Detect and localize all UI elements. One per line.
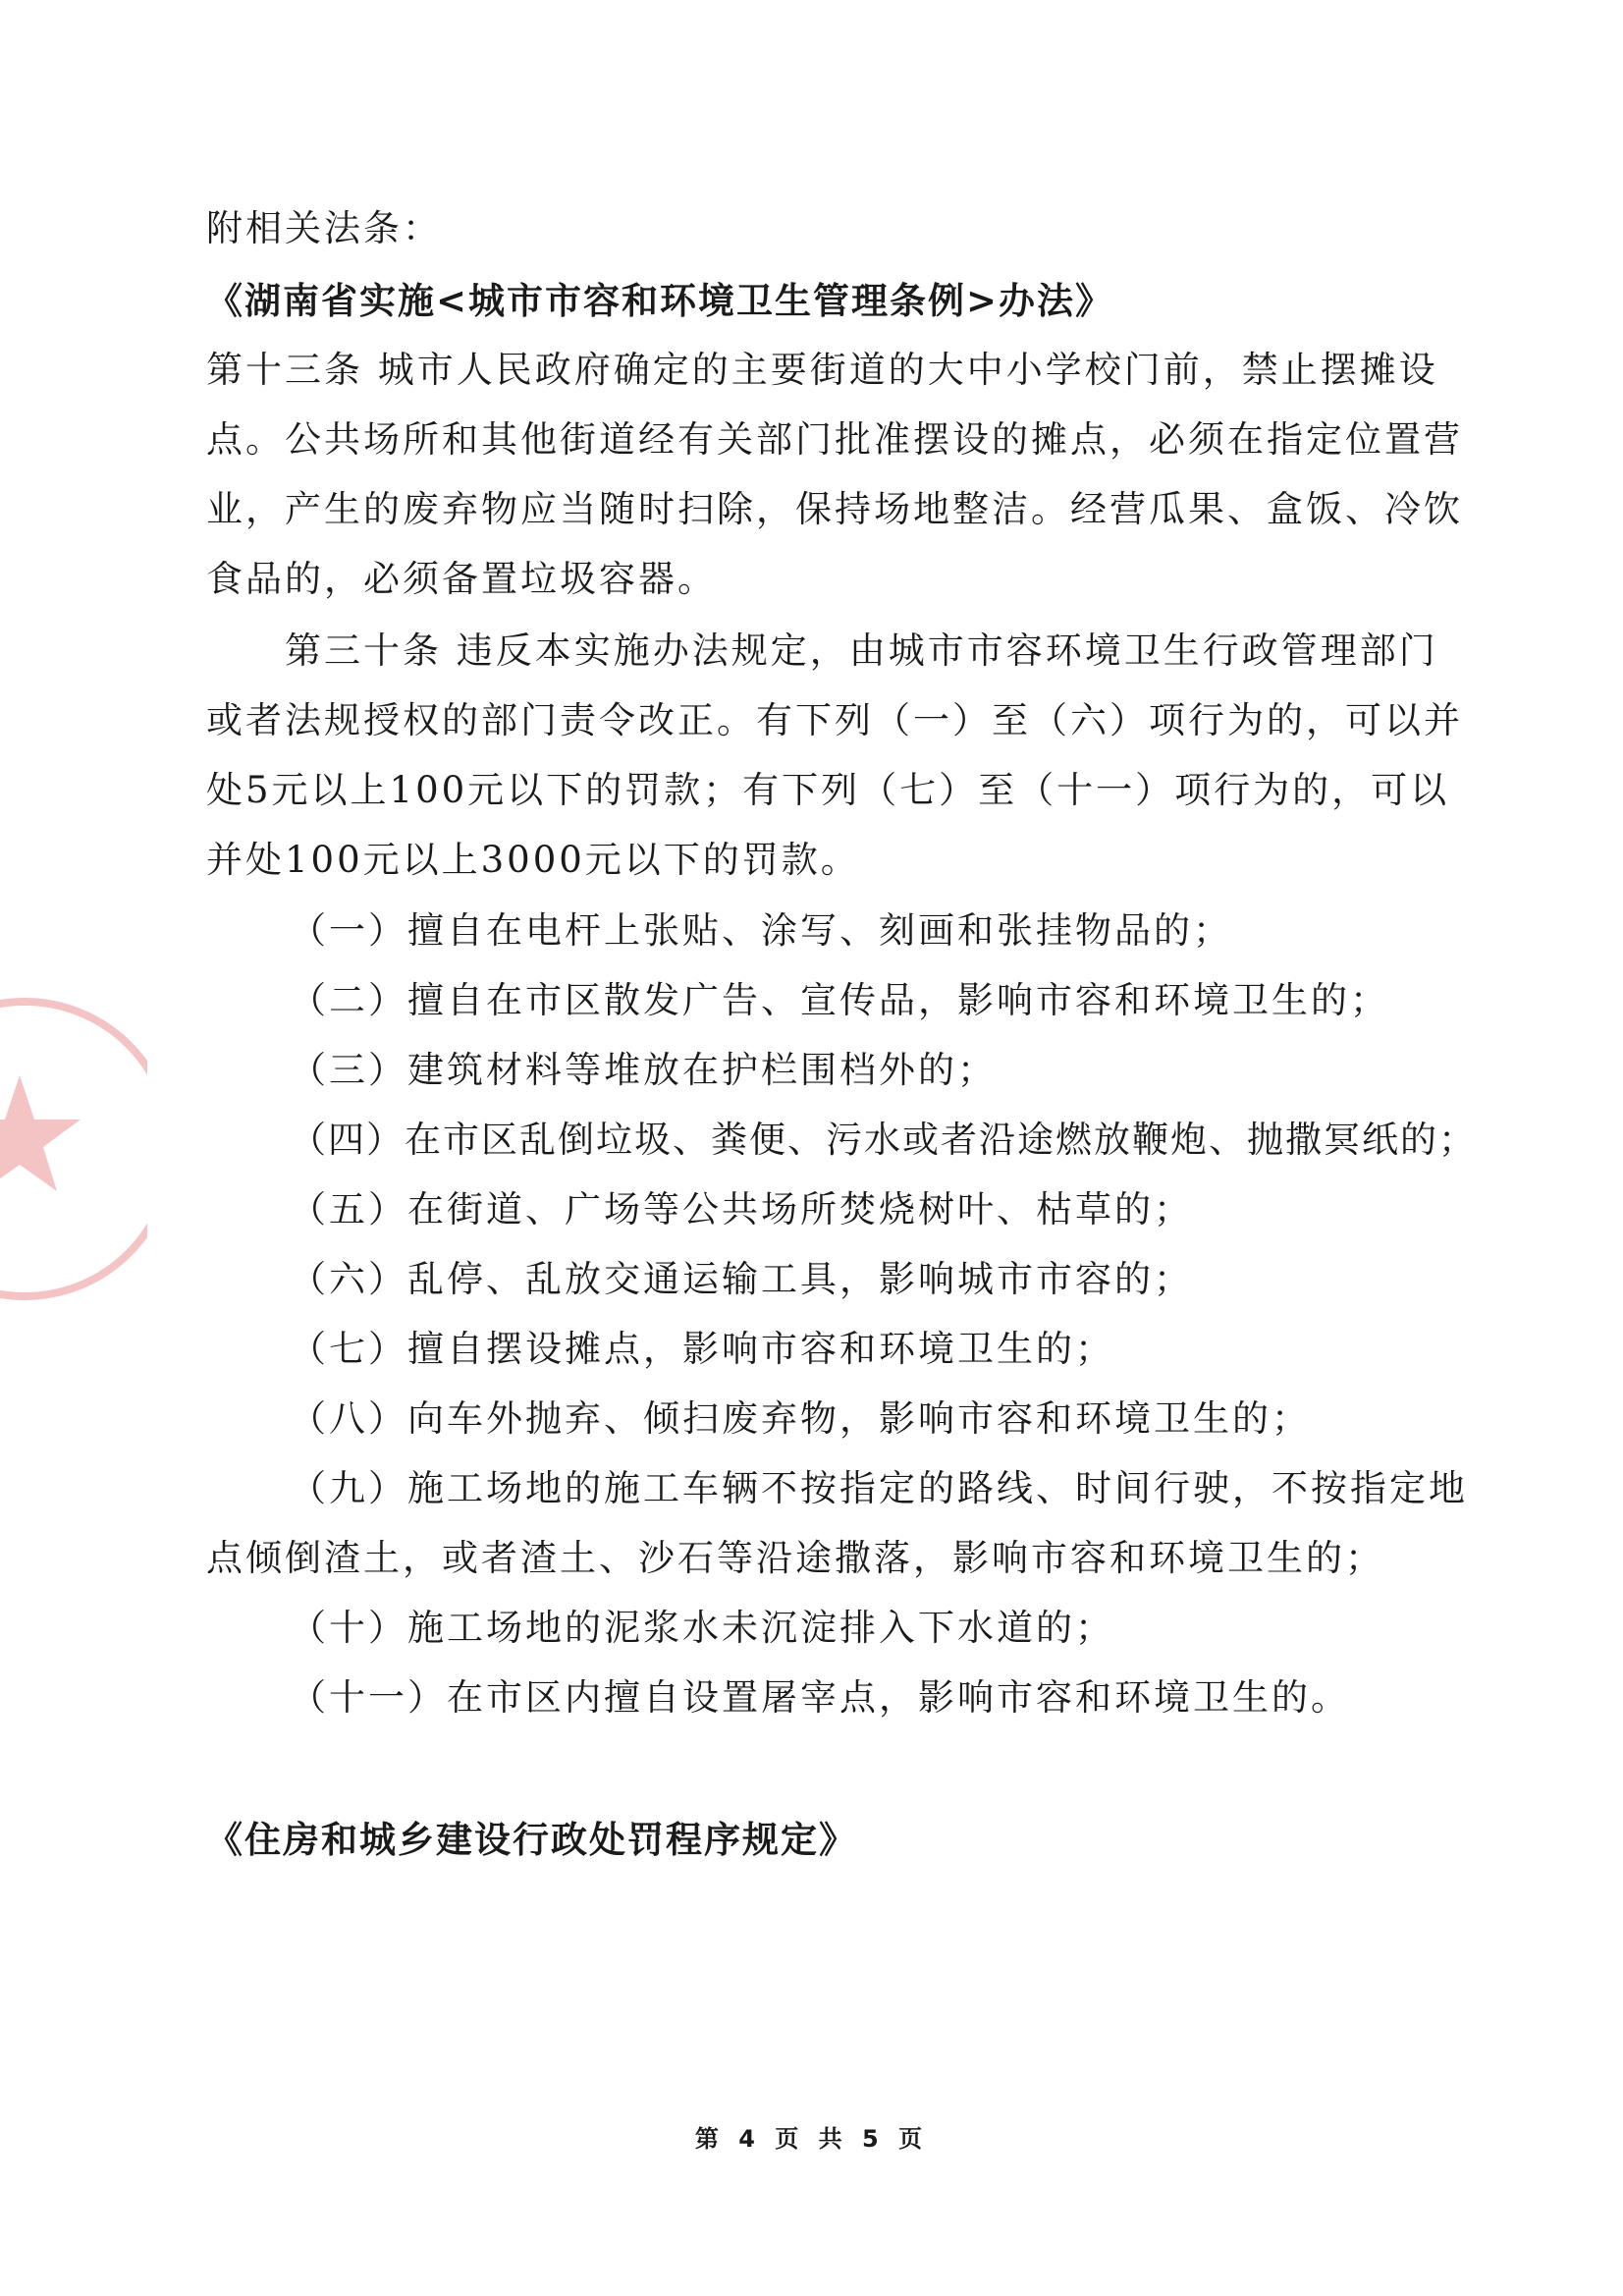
clause-4: （四）在市区乱倒垃圾、粪便、污水或者沿途燃放鞭炮、抛撒冥纸的； <box>290 1119 1477 1161</box>
clause-9-line-1: （九）施工场地的施工车辆不按指定的路线、时间行驶，不按指定地 <box>290 1467 1468 1509</box>
law-title-housing: 《住房和城乡建设行政处罚程序规定》 <box>206 1818 857 1861</box>
article-30-line-1: 第三十条 违反本实施办法规定，由城市市容环境卫生行政管理部门 <box>285 629 1438 672</box>
seal-stamp <box>0 982 147 1316</box>
clause-11: （十一）在市区内擅自设置屠宰点，影响市容和环境卫生的。 <box>290 1676 1350 1719</box>
page-number: 第 4 页 共 5 页 <box>694 2125 929 2153</box>
clause-2: （二）擅自在市区散发广告、宣传品，影响市容和环境卫生的； <box>290 979 1389 1021</box>
article-30-line-2: 或者法规授权的部门责令改正。有下列（一）至（六）项行为的，可以并 <box>206 699 1463 741</box>
clause-7: （七）擅自摆设摊点，影响市容和环境卫生的； <box>290 1328 1114 1370</box>
article-13-line-3: 业，产生的废弃物应当随时扫除，保持场地整洁。经营瓜果、盒饭、冷饮 <box>206 488 1463 530</box>
article-30-line-4: 并处100元以上3000元以下的罚款。 <box>206 839 860 881</box>
attachment-heading: 附相关法条： <box>206 207 442 249</box>
article-13-line-1: 第十三条 城市人民政府确定的主要街道的大中小学校门前，禁止摆摊设 <box>206 349 1438 391</box>
clause-8: （八）向车外抛弃、倾扫废弃物，影响市容和环境卫生的； <box>290 1397 1311 1440</box>
article-30-line-3: 处5元以上100元以下的罚款；有下列（七）至（十一）项行为的，可以 <box>206 769 1450 811</box>
clause-3: （三）建筑材料等堆放在护栏围档外的； <box>290 1049 997 1091</box>
article-13-line-4: 食品的，必须备置垃圾容器。 <box>206 558 717 600</box>
article-13-line-2: 点。公共场所和其他街道经有关部门批准摆设的摊点，必须在指定位置营 <box>206 418 1463 461</box>
clause-5: （五）在街道、广场等公共场所焚烧树叶、枯草的； <box>290 1188 1193 1230</box>
clause-6: （六）乱停、乱放交通运输工具，影响城市市容的； <box>290 1258 1193 1300</box>
clause-1: （一）擅自在电杆上张贴、涂写、刻画和张挂物品的； <box>290 909 1232 952</box>
law-title-hunan: 《湖南省实施<城市市容和环境卫生管理条例>办法》 <box>206 279 1114 322</box>
clause-10: （十）施工场地的泥浆水未沉淀排入下水道的； <box>290 1607 1114 1649</box>
clause-9-line-2: 点倾倒渣土，或者渣土、沙石等沿途撒落，影响市容和环境卫生的； <box>206 1537 1384 1579</box>
